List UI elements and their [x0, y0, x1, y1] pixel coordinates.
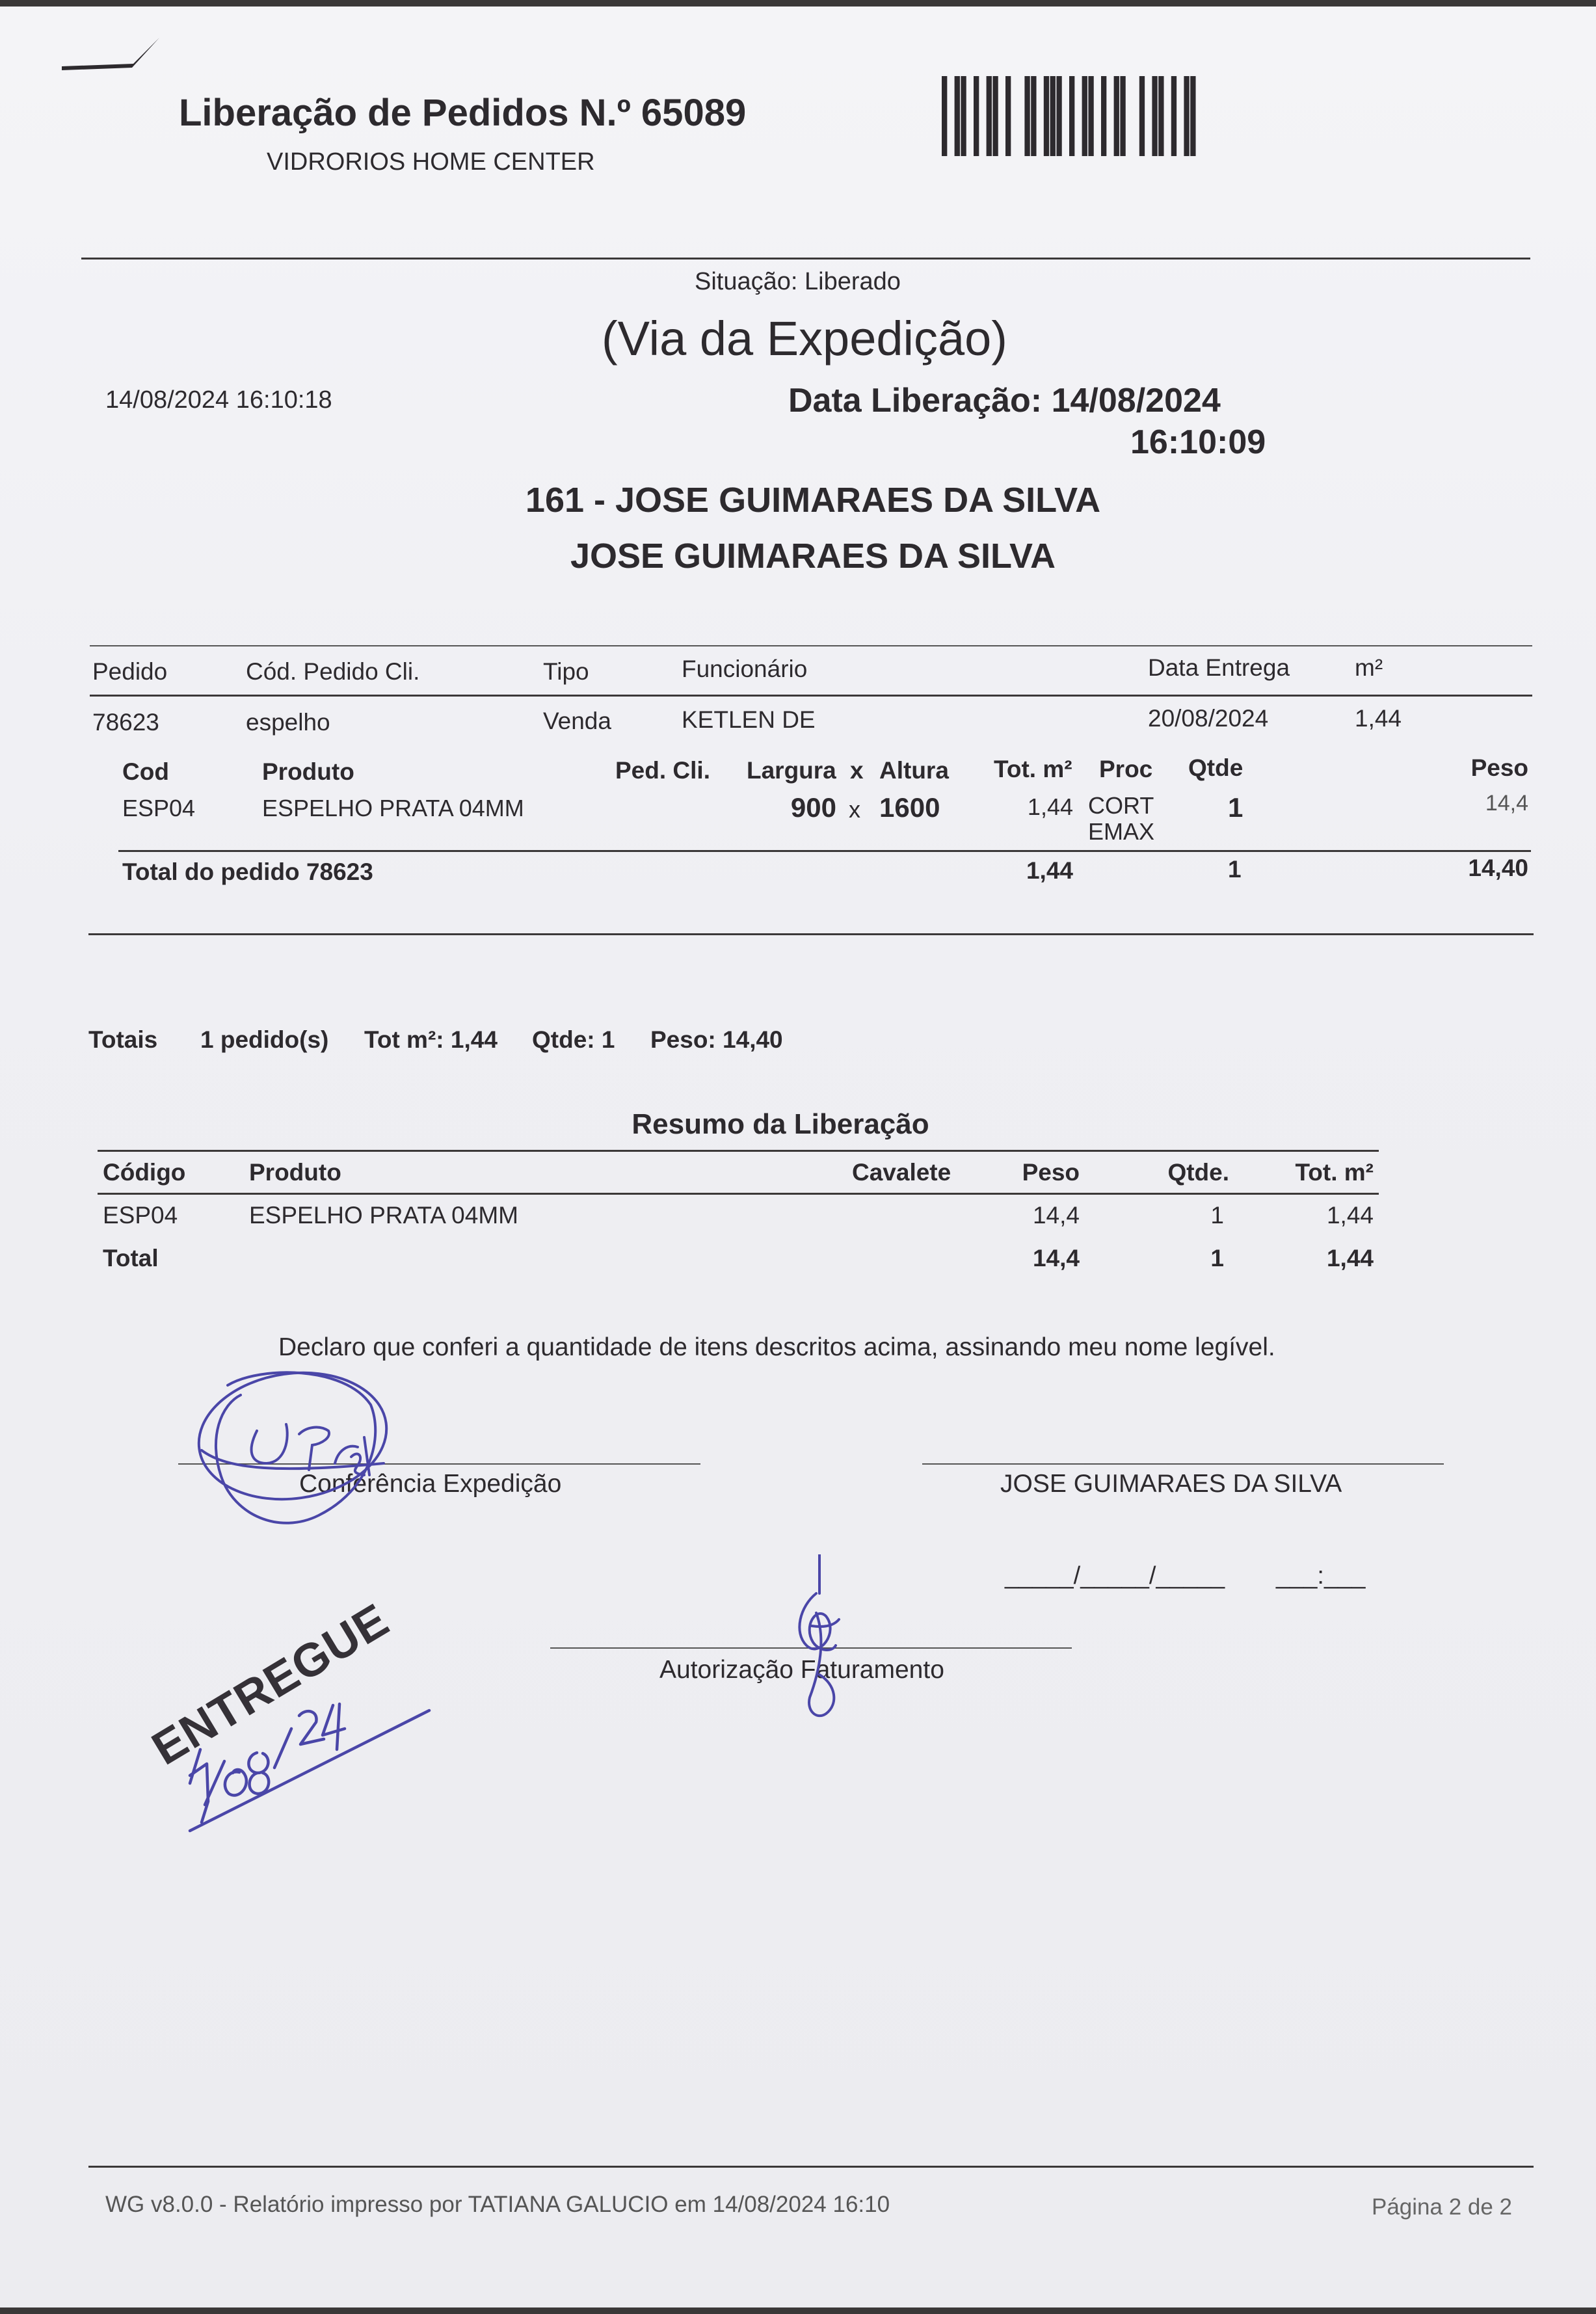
order-table-top-rule [90, 645, 1532, 646]
order-total-label: Total do pedido 78623 [122, 858, 373, 885]
signature-label-conferencia: Conferência Expedição [299, 1470, 562, 1498]
barcode-bar [1069, 76, 1074, 156]
item-col-tot-m2: Tot. m² [994, 756, 1072, 782]
resumo-col-codigo: Código [103, 1159, 186, 1186]
time-blank: ___:___ [1276, 1562, 1366, 1589]
resumo-total-m2: 1,44 [1326, 1245, 1374, 1271]
resumo-col-cavalete: Cavalete [852, 1159, 951, 1186]
resumo-produto: ESPELHO PRATA 04MM [249, 1202, 518, 1229]
col-data-entrega: Data Entrega [1148, 654, 1290, 681]
footer-printed-by: WG v8.0.0 - Relatório impresso por TATIANA GALUCIO em 14/08/2024 16:10 [105, 2192, 890, 2217]
barcode-bar [1101, 76, 1106, 156]
barcode-bar [955, 76, 960, 156]
barcode-bar [1005, 76, 1011, 156]
barcode-bar [1171, 76, 1177, 156]
totais-qtde: Qtde: 1 [532, 1026, 615, 1053]
client-line-1: 161 - JOSE GUIMARAES DA SILVA [525, 481, 1101, 520]
barcode-bar [1120, 76, 1125, 156]
item-col-peso: Peso [1470, 754, 1528, 781]
item-col-produto: Produto [262, 758, 354, 785]
item-largura: 900 [790, 792, 836, 823]
stamp-entregue: ENTREGUE [143, 1593, 398, 1775]
signature-line-cliente [922, 1463, 1444, 1465]
barcode-bar [987, 76, 992, 156]
item-col-largura: Largura [747, 757, 836, 784]
barcode-bar [1152, 76, 1157, 156]
resumo-col-peso: Peso [1022, 1159, 1080, 1186]
footer-page-number: Página 2 de 2 [1371, 2194, 1512, 2220]
item-produto: ESPELHO PRATA 04MM [262, 795, 524, 821]
resumo-tot-m2: 1,44 [1326, 1202, 1374, 1229]
company-name: VIDRORIOS HOME CENTER [267, 148, 595, 176]
order-data-entrega: 20/08/2024 [1148, 705, 1269, 732]
corner-mark [62, 38, 159, 77]
item-col-cod: Cod [122, 758, 169, 785]
barcode-bar [1139, 76, 1145, 156]
order-section-end-rule [88, 933, 1534, 935]
order-header-rule [90, 695, 1532, 697]
handwritten-signature-autorizacao [780, 1554, 858, 1723]
footer-rule [88, 2166, 1534, 2168]
item-x: x [849, 796, 860, 823]
stamp-handwritten-date [130, 1645, 442, 1841]
col-cod-pedido-cli: Cód. Pedido Cli. [246, 658, 420, 685]
col-m2: m² [1355, 654, 1383, 681]
barcode-bar [1114, 76, 1119, 156]
resumo-top-rule [98, 1150, 1379, 1152]
item-proc-2: EMAX [1088, 818, 1155, 845]
delivery-stamp [130, 1593, 442, 1841]
item-col-x: x [850, 757, 864, 784]
resumo-col-produto: Produto [249, 1159, 341, 1186]
barcode-bar [961, 76, 966, 156]
order-tipo: Venda [543, 708, 611, 734]
situacao: Situação: Liberado [695, 268, 901, 295]
resumo-total-label: Total [103, 1245, 159, 1271]
client-line-2: JOSE GUIMARAES DA SILVA [570, 537, 1056, 576]
resumo-title: Resumo da Liberação [632, 1108, 929, 1140]
barcode-bar [1088, 76, 1093, 156]
item-altura: 1600 [879, 792, 940, 823]
document-page [0, 7, 1596, 2307]
resumo-total-peso: 14,4 [1032, 1245, 1080, 1271]
resumo-qtde: 1 [1210, 1202, 1224, 1229]
signature-label-autorizacao: Autorização Faturamento [659, 1656, 944, 1684]
item-tot-m2: 1,44 [1027, 793, 1073, 820]
barcode-bar [1056, 76, 1061, 156]
via-expedicao: (Via da Expedição) [602, 312, 1007, 366]
order-pedido: 78623 [92, 709, 159, 736]
hora-liberacao: 16:10:09 [1130, 423, 1266, 461]
barcode-bar [1050, 76, 1056, 156]
order-total-peso: 14,40 [1468, 855, 1528, 881]
resumo-col-tot-m2: Tot. m² [1295, 1159, 1374, 1186]
order-m2: 1,44 [1355, 705, 1402, 732]
signature-label-cliente: JOSE GUIMARAES DA SILVA [1000, 1470, 1342, 1498]
totais-pedidos: 1 pedido(s) [200, 1026, 329, 1053]
printed-at: 14/08/2024 16:10:18 [105, 386, 332, 414]
item-peso: 14,4 [1485, 791, 1528, 816]
resumo-total-qtde: 1 [1210, 1245, 1224, 1271]
barcode-bar [1024, 76, 1030, 156]
item-col-ped-cli: Ped. Cli. [615, 757, 710, 784]
barcode-bar [1158, 76, 1164, 156]
handwritten-initials [189, 1359, 397, 1535]
totais-label: Totais [88, 1026, 158, 1053]
data-liberacao: Data Liberação: 14/08/2024 [788, 382, 1221, 419]
order-total-m2: 1,44 [1026, 857, 1073, 884]
col-funcionario: Funcionário [682, 656, 808, 682]
document-title: Liberação de Pedidos N.º 65089 [179, 92, 747, 134]
totais-peso: Peso: 14,40 [650, 1026, 783, 1053]
col-tipo: Tipo [543, 658, 589, 685]
barcode-bar [1184, 76, 1189, 156]
date-blank: _____/_____/_____ [1005, 1562, 1225, 1589]
item-total-rule [118, 850, 1531, 852]
barcode-bar [942, 76, 947, 156]
order-total-qtde: 1 [1228, 856, 1242, 883]
order-cod-pedido-cli: espelho [246, 709, 330, 736]
resumo-col-qtde: Qtde. [1167, 1159, 1229, 1186]
resumo-peso: 14,4 [1032, 1202, 1080, 1229]
barcode-bar [992, 76, 998, 156]
totais-m2: Tot m²: 1,44 [364, 1026, 498, 1053]
resumo-header-rule [98, 1193, 1379, 1195]
resumo-codigo: ESP04 [103, 1202, 178, 1229]
barcode [942, 76, 1197, 156]
barcode-bar [1082, 76, 1087, 156]
item-proc-1: CORT [1088, 792, 1154, 819]
header-divider [81, 258, 1530, 259]
item-col-proc: Proc [1099, 756, 1153, 782]
declaration: Declaro que conferi a quantidade de itens descritos acima, assinando meu nome legível. [278, 1333, 1275, 1361]
barcode-bar [1044, 76, 1049, 156]
barcode-bar [1190, 76, 1195, 156]
barcode-bar [1031, 76, 1036, 156]
barcode-bar [974, 76, 979, 156]
item-col-altura: Altura [879, 757, 949, 784]
item-col-qtde: Qtde [1188, 754, 1244, 781]
item-qtde: 1 [1228, 792, 1244, 823]
item-cod: ESP04 [122, 795, 196, 821]
order-funcionario: KETLEN DE [682, 706, 816, 733]
col-pedido: Pedido [92, 658, 168, 685]
